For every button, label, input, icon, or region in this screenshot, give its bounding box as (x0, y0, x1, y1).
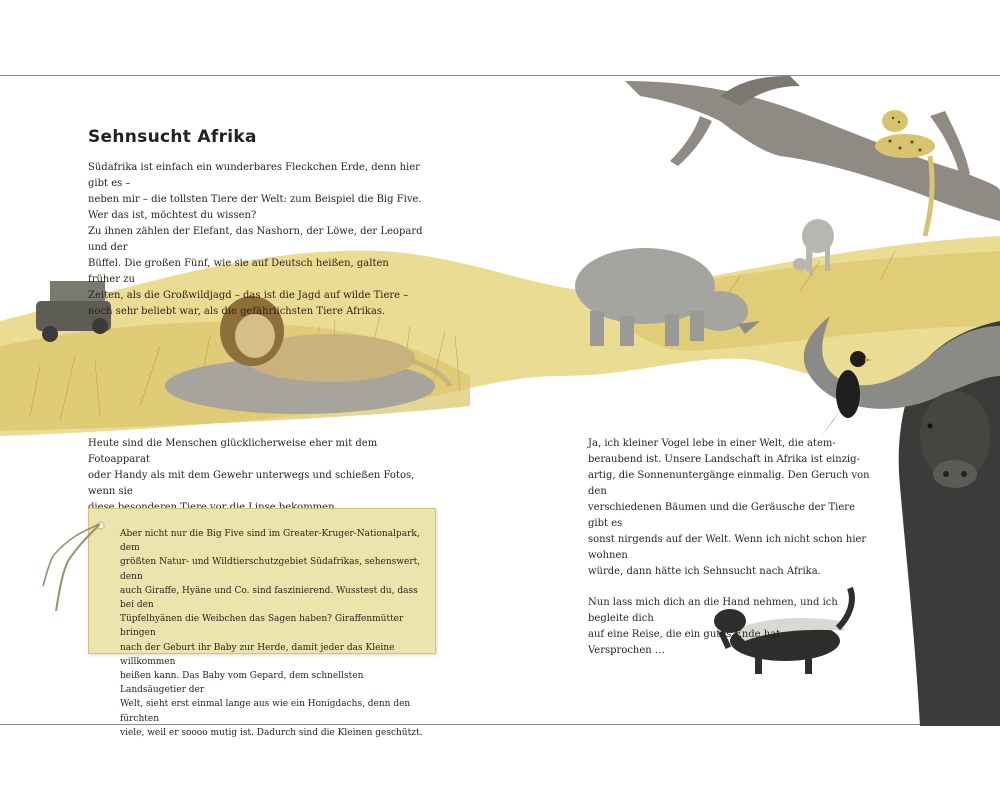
note-line: größten Natur- und Wildtierschutzgebiet Südafrikas, sehenswert, denn (120, 557, 421, 582)
intro-text (88, 160, 423, 320)
intro-line: Zu ihnen zählen der Elefant, das Nashorn, der Löwe, der Leopard und der (88, 226, 423, 253)
note-line: Welt, sieht erst einmal lange aus wie ein Honigdachs, denn den fürchten (120, 699, 411, 724)
intro-line: Zeiten, als die Großwildjagd – das ist die Jagd auf wilde Tiere – (88, 290, 409, 301)
intro-line: neben mir – die tollsten Tiere der Welt: zum Beispiel die Big Five. (88, 194, 422, 205)
note-line: auch Giraffe, Hyäne und Co. sind faszinierend. Wusstest du, dass bei den (120, 585, 418, 611)
right-paragraph-2 (588, 595, 878, 659)
intro-line: Wer das ist, möchtest du wissen? (88, 210, 257, 221)
book-spread (0, 75, 1000, 738)
info-tag-note (88, 508, 436, 738)
body-line: Versprochen … (588, 645, 665, 656)
note-text (120, 527, 426, 740)
note-line: heißen kann. Das Baby vom Gepard, dem schnellsten Landsäugetier der (120, 671, 364, 696)
note-line: Tüpfelhyänen die Weibchen das Sagen haben? Giraffenmütter bringen (120, 614, 404, 639)
body-line: beraubend ist. Unsere Landschaft in Afrika ist einzig- (588, 454, 860, 465)
body-line: Heute sind die Menschen glücklicherweise eher mit dem Fotoapparat (88, 438, 378, 465)
page-title: Sehnsucht Afrika (88, 127, 257, 147)
right-paragraph-1 (588, 436, 878, 580)
intro-line: noch sehr beliebt war, als die gefährlichsten Tiere Afrikas. (88, 306, 386, 317)
body-line: artig, die Sonnenuntergänge einmalig. Den Geruch von den (588, 470, 870, 497)
note-line: viele, weil er soooo mutig ist. Dadurch sind die Kleinen geschützt. (120, 727, 423, 738)
intro-line: Büffel. Die großen Fünf, wie sie auf Deutsch heißen, galten früher zu (88, 258, 389, 285)
right-body-text (588, 436, 878, 659)
body-line: sonst nirgends auf der Welt. Wenn ich nicht schon hier wohnen (588, 534, 867, 561)
body-line: oder Handy als mit dem Gewehr unterwegs und schießen Fotos, wenn sie (88, 470, 415, 497)
note-line: Aber nicht nur die Big Five sind im Greater-Kruger-Nationalpark, dem (120, 529, 420, 554)
body-line: würde, dann hätte ich Sehnsucht nach Afrika. (588, 566, 821, 577)
body-line: Ja, ich kleiner Vogel lebe in einer Welt, die atem- (588, 438, 836, 449)
tag-string (38, 516, 108, 616)
body-line: Nun lass mich dich an die Hand nehmen, und ich begleite dich (588, 597, 838, 624)
intro-line: Südafrika ist einfach ein wunderbares Fleckchen Erde, denn hier gibt es – (88, 162, 420, 189)
note-line: nach der Geburt ihr Baby zur Herde, damit jeder das Kleine willkommen (120, 642, 395, 667)
body-line: verschiedenen Bäumen und die Geräusche der Tiere gibt es (588, 502, 855, 529)
left-body-text (88, 436, 418, 516)
body-line: auf eine Reise, die ein gutes Ende hat. (588, 629, 784, 640)
